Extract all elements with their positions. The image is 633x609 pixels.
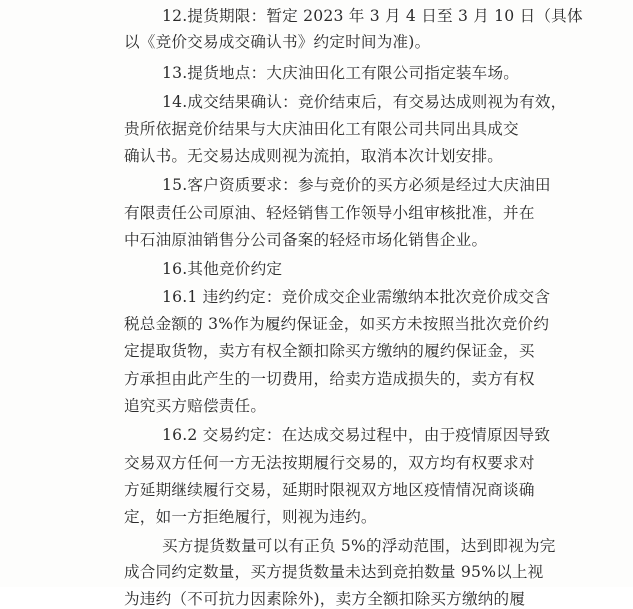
text-line: 12.提货期限：暂定 2023 年 3 月 4 日至 3 月 10 日（具体 — [162, 7, 583, 25]
text-line: 中石油原油销售分公司备案的轻烃市场化销售企业。 — [124, 231, 488, 249]
text-line: 成合同约定数量，买方提货数量未达到竞拍数量 95%以上视 — [124, 563, 544, 581]
text-line: 为违约（不可抗力因素除外)，卖方全额扣除买方缴纳的履 — [124, 590, 526, 608]
text-line: 买方提货数量可以有正负 5%的浮动范围，达到即视为完 — [162, 537, 556, 555]
text-line: 以《竞价交易成交确认书》约定时间为准)。 — [124, 33, 431, 51]
text-line: 14.成交结果确认：竞价结束后，有交易达成则视为有效， — [162, 93, 567, 111]
text-line: 追究买方赔偿责任。 — [124, 397, 267, 415]
text-line: 16.1 违约约定：竞价成交企业需缴纳本批次竞价成交含 — [162, 288, 551, 306]
text-line: 16.2 交易约定：在达成交易过程中，由于疫情原因导致 — [162, 426, 551, 444]
text-line: 税总金额的 3%作为履约保证金，如买方未按照当批次竞价约 — [124, 315, 550, 333]
text-line: 有限责任公司原油、轻烃销售工作领导小组审核批准，并在 — [124, 204, 535, 222]
text-line: 13.提货地点：大庆油田化工有限公司指定装车场。 — [162, 64, 520, 82]
text-line: 定提取货物，卖方有权全额扣除买方缴纳的履约保证金，买 — [124, 342, 535, 360]
text-line: 定，如一方拒绝履行，则视为违约。 — [124, 508, 377, 526]
text-line: 确认书。无交易达成则视为流拍，取消本次计划安排。 — [124, 147, 504, 165]
section-heading: 16.其他竞价约定 — [162, 260, 283, 278]
text-line: 方承担由此产生的一切费用，给卖方造成损失的，卖方有权 — [124, 370, 535, 388]
text-line: 贵所依据竞价结果与大庆油田化工有限公司共同出具成交 — [124, 120, 519, 138]
text-line: 15.客户资质要求：参与竞价的买方必须是经过大庆油田 — [162, 176, 551, 194]
text-line: 交易双方任何一方无法按期履行交易的，双方均有权要求对 — [124, 454, 535, 472]
text-line: 方延期继续履行交易，延期时限视双方地区疫情情况商谈确 — [124, 481, 535, 499]
